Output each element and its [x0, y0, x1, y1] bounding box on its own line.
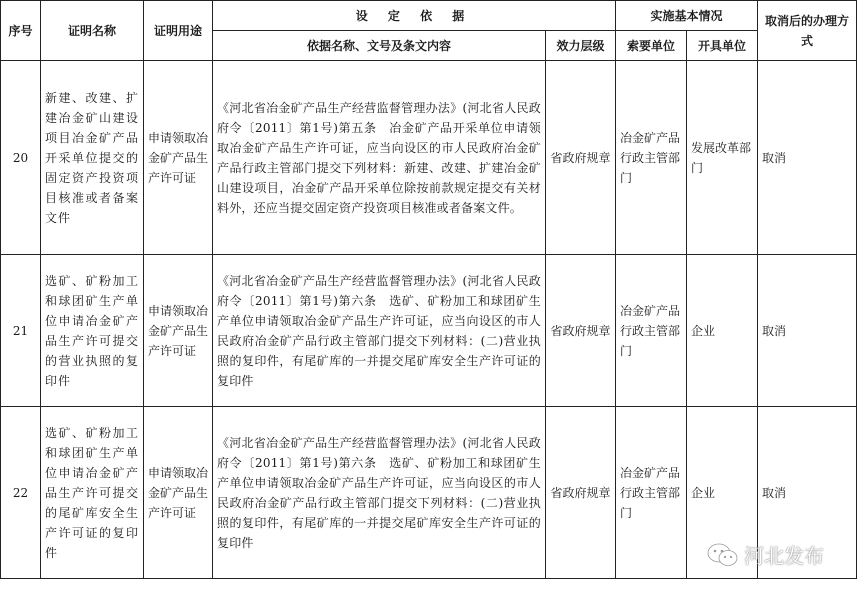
row-requester: 冶金矿产品行政主管部门 [616, 407, 687, 579]
row-use: 申请领取冶金矿产品生产许可证 [144, 407, 213, 579]
header-name: 证明名称 [41, 1, 144, 61]
row-name: 新建、改建、扩建冶金矿山建设项目冶金矿产品开采单位提交的固定资产投资项目核准或者备案文件 [41, 61, 144, 255]
row-after: 取消 [758, 61, 857, 255]
row-basis: 《河北省冶金矿产品生产经营监督管理办法》(河北省人民政府令〔2011〕第1号)第六条 选矿、矿粉加工和球团矿生产单位申请领取冶金矿产品生产许可证，应当向设区的市人民政府冶金矿产品行政主管部门提交下列材料：(二)营业执照的复印件，有尾矿库的一并提交尾矿库安全生产许可证的复印件 [213, 255, 546, 407]
row-issuer: 企业 [687, 407, 758, 579]
row-no: 21 [1, 255, 41, 407]
wechat-icon [706, 542, 740, 568]
watermark-text: 河北发布 [744, 544, 824, 568]
row-name: 选矿、矿粉加工和球团矿生产单位申请冶金矿产品生产许可提交的营业执照的复印件 [41, 255, 144, 407]
header-requester: 索要单位 [616, 31, 687, 61]
row-after: 取消 [758, 255, 857, 407]
row-issuer: 发展改革部门 [687, 61, 758, 255]
header-use: 证明用途 [144, 1, 213, 61]
header-basis: 依据名称、文号及条文内容 [213, 31, 546, 61]
row-requester: 冶金矿产品行政主管部门 [616, 61, 687, 255]
row-name: 选矿、矿粉加工和球团矿生产单位申请冶金矿产品生产许可提交的尾矿库安全生产许可证的复印件 [41, 407, 144, 579]
row-no: 20 [1, 61, 41, 255]
row-no: 22 [1, 407, 41, 579]
row-requester: 冶金矿产品行政主管部门 [616, 255, 687, 407]
table-row [1, 61, 857, 255]
header-level: 效力层级 [546, 31, 616, 61]
table-row [1, 255, 857, 407]
row-after: 取消 [758, 407, 857, 579]
watermark [706, 540, 824, 569]
header-issuer: 开具单位 [687, 31, 758, 61]
row-use: 申请领取冶金矿产品生产许可证 [144, 61, 213, 255]
row-issuer: 企业 [687, 255, 758, 407]
row-use: 申请领取冶金矿产品生产许可证 [144, 255, 213, 407]
row-basis: 《河北省冶金矿产品生产经营监督管理办法》(河北省人民政府令〔2011〕第1号)第六条 选矿、矿粉加工和球团矿生产单位申请领取冶金矿产品生产许可证，应当向设区的市人民政府冶金矿产品行政主管部门提交下列材料：(二)营业执照的复印件，有尾矿库的一并提交尾矿库安全生产许可证的复印件 [213, 407, 546, 579]
row-basis: 《河北省冶金矿产品生产经营监督管理办法》(河北省人民政府令〔2011〕第1号)第五条 冶金矿产品开采单位申请领取冶金矿产品生产许可证，应当向设区的市人民政府冶金矿产品行政主管部门提交下列材料：新建、改建、扩建冶金矿山建设项目，冶金矿产品开采单位除按前款规定提交有关材料外，还应当提交固定资产投资项目核准或者备案文件。 [213, 61, 546, 255]
header-after: 取消后的办理方式 [758, 1, 857, 61]
row-level: 省政府规章 [546, 407, 616, 579]
header-row-1 [1, 1, 857, 31]
row-level: 省政府规章 [546, 255, 616, 407]
header-basis-group: 设 定 依 据 [213, 1, 616, 31]
header-impl-group: 实施基本情况 [616, 1, 758, 31]
header-no: 序号 [1, 1, 41, 61]
row-level: 省政府规章 [546, 61, 616, 255]
